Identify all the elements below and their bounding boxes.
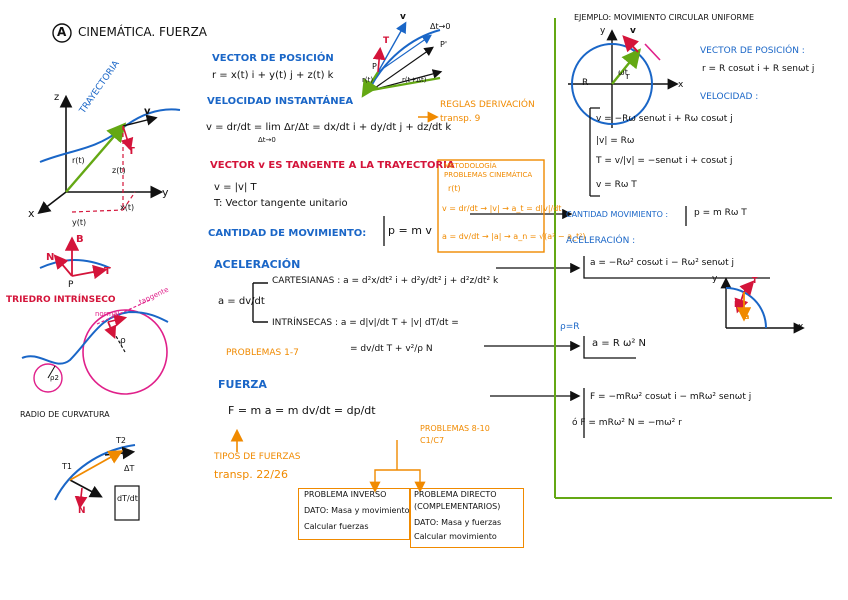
a-equation: a = dv/dt bbox=[218, 296, 265, 307]
T1-label: T1 bbox=[62, 462, 72, 471]
page-title: CINEMÁTICA. FUERZA bbox=[78, 25, 208, 39]
velocidad-heading: VELOCIDAD INSTANTÁNEA bbox=[207, 96, 354, 107]
r-t-label: r(t) bbox=[72, 156, 85, 165]
v-T-equation: v = Rω T bbox=[596, 180, 637, 190]
problema-directo-calc: Calcular movimiento bbox=[414, 532, 497, 541]
problema-inverso-dato: DATO: Masa y movimiento bbox=[304, 506, 410, 515]
F-cart-equation: F = −mRω² cosωt i − mRω² senωt j bbox=[590, 392, 752, 402]
N-label: N bbox=[46, 252, 55, 263]
v-circle-label: v bbox=[630, 26, 636, 36]
N-accel-label: N bbox=[734, 300, 741, 309]
v-label: v bbox=[144, 106, 151, 117]
problema-inverso-title: PROBLEMA INVERSO bbox=[304, 490, 387, 499]
y-axis-label: y bbox=[600, 26, 606, 36]
delta-t-diagram bbox=[55, 445, 139, 520]
v-mod-equation: |v| = Rω bbox=[596, 136, 635, 146]
P-prime-label: P' bbox=[440, 40, 448, 49]
T-label: T bbox=[128, 146, 135, 157]
p-equation: p = m v bbox=[388, 224, 432, 237]
lim-subscript: Δt→0 bbox=[258, 136, 276, 144]
N-dt-label: N bbox=[78, 506, 86, 516]
r-equation: r = x(t) i + y(t) j + z(t) k bbox=[212, 70, 334, 81]
transp-22-26: transp. 22/26 bbox=[214, 468, 288, 481]
metodologia-r: r(t) bbox=[448, 184, 461, 193]
aceleracion-heading: ACELERACIÓN bbox=[214, 258, 301, 271]
z-t-label: z(t) bbox=[112, 166, 126, 175]
axis-y-label: y bbox=[162, 186, 169, 199]
T-accel-label: T bbox=[752, 276, 758, 285]
cartesianas-equation: CARTESIANAS : a = d²x/dt² i + d²y/dt² j + d²z/dt² k bbox=[272, 276, 499, 286]
cantidad-right-heading: CANTIDAD MOVIMIENTO : bbox=[566, 210, 669, 219]
r-circle-equation: r = R cosωt i + R senωt j bbox=[702, 64, 815, 74]
problema-inverso-calc: Calcular fuerzas bbox=[304, 522, 369, 531]
rho-label: ρ bbox=[120, 336, 126, 346]
c1-c7: C1/C7 bbox=[420, 436, 445, 445]
reglas-derivacion: REGLAS DERIVACIÓN bbox=[440, 100, 535, 110]
problema-directo-sub: (COMPLEMENTARIOS) bbox=[414, 502, 501, 511]
intrinsecas-equation: INTRÍNSECAS : a = d|v|/dt T + |v| dT/dt = bbox=[272, 318, 459, 328]
velocidad-right-heading: VELOCIDAD : bbox=[700, 92, 759, 102]
P-top-label: P bbox=[372, 62, 377, 71]
P-label: P bbox=[68, 280, 74, 290]
metodologia-a: a = dv/dt → |a| → a_n = √(a² − a_t²) bbox=[442, 232, 586, 241]
triedro-label: TRIEDRO INTRÍNSECO bbox=[6, 295, 116, 305]
tangente-label: tangente bbox=[137, 285, 170, 307]
x-axis-label: x bbox=[678, 80, 684, 90]
normal-label: normal bbox=[95, 310, 120, 318]
radio-curvatura-label: RADIO DE CURVATURA bbox=[20, 410, 110, 419]
velocidad-equation: v = dr/dt = lim Δr/Δt = dx/dt i + dy/dt j + dz/dt k bbox=[206, 122, 452, 133]
T-unit-text: T: Vector tangente unitario bbox=[214, 198, 348, 209]
r-tdt-label: r(t+Δt) bbox=[402, 76, 427, 84]
rho2-label: ρ2 bbox=[50, 374, 59, 382]
a-normal-equation: a = R ω² N bbox=[592, 338, 647, 349]
x-accel-label: x bbox=[798, 322, 804, 332]
x-t-label: x(t) bbox=[120, 203, 135, 212]
title-letter: A bbox=[57, 25, 67, 39]
rho-R-label: ρ=R bbox=[560, 322, 580, 332]
tangente-heading: VECTOR v ES TANGENTE A LA TRAYECTORIA bbox=[210, 160, 455, 171]
vector-posicion-heading: VECTOR DE POSICIÓN bbox=[212, 53, 334, 64]
axes-3d-diagram bbox=[40, 94, 180, 212]
axis-x-label: x bbox=[28, 207, 35, 220]
T2-label: T2 bbox=[116, 436, 126, 445]
vec-pos-heading: VECTOR DE POSICIÓN : bbox=[700, 46, 805, 56]
intrinsecas-result: = dv/dt T + v²/ρ N bbox=[350, 344, 433, 354]
F-normal-equation: ó F = mRω² N = −mω² r bbox=[572, 418, 682, 428]
T-triedro-label: T bbox=[104, 266, 111, 277]
metodologia-title: METODOLOGÍA PROBLEMAS CINEMÁTICA bbox=[444, 162, 533, 179]
y-t-label: y(t) bbox=[72, 218, 87, 227]
problemas-8-10: PROBLEMAS 8-10 bbox=[420, 424, 490, 433]
tipos-fuerzas: TIPOS DE FUERZAS bbox=[214, 452, 301, 462]
p-circle-equation: p = m Rω T bbox=[694, 208, 747, 218]
aceleracion-right-heading: ACELERACIÓN : bbox=[566, 236, 636, 246]
fuerza-equation: F = m a = m dv/dt = dp/dt bbox=[228, 404, 376, 417]
B-label: B bbox=[76, 234, 84, 245]
y-accel-label: y bbox=[712, 274, 718, 284]
trajectory-label: TRAYECTORIA bbox=[78, 59, 122, 116]
problema-directo-title: PROBLEMA DIRECTO bbox=[414, 490, 497, 499]
T-top-label: T bbox=[383, 36, 390, 46]
problema-directo-dato: DATO: Masa y fuerzas bbox=[414, 518, 502, 527]
r-t-top-label: r(t) bbox=[362, 76, 374, 84]
v-circle-equation: v = −Rω senωt i + Rω cosωt j bbox=[596, 114, 733, 124]
dT-label: ΔT bbox=[124, 464, 135, 473]
fuerza-heading: FUERZA bbox=[218, 378, 267, 391]
r-circle-label: r bbox=[626, 72, 630, 82]
transp-9: transp. 9 bbox=[440, 114, 481, 124]
a-accel-label: a bbox=[744, 312, 750, 321]
dT-dt-fraction: dT/dt bbox=[117, 494, 138, 503]
metodologia-v: v = dr/dt → |v| → a_t = d|v|/dt bbox=[442, 204, 562, 213]
dt-zero-label: Δt→0 bbox=[430, 22, 451, 31]
R-label: R bbox=[582, 78, 589, 88]
cantidad-heading: CANTIDAD DE MOVIMIENTO: bbox=[208, 228, 367, 239]
v-top-label: v bbox=[400, 12, 406, 22]
v-modulus-equation: v = |v| T bbox=[214, 182, 257, 193]
problemas-1-7: PROBLEMAS 1-7 bbox=[226, 348, 299, 358]
ejemplo-heading: EJEMPLO: MOVIMIENTO CIRCULAR UNIFORME bbox=[574, 13, 755, 22]
a-cart-equation: a = −Rω² cosωt i − Rω² senωt j bbox=[590, 258, 735, 268]
T-equation: T = v/|v| = −senωt i + cosωt j bbox=[596, 156, 733, 166]
wt-label: ωt bbox=[618, 68, 628, 77]
axis-z-label: z bbox=[54, 92, 60, 103]
